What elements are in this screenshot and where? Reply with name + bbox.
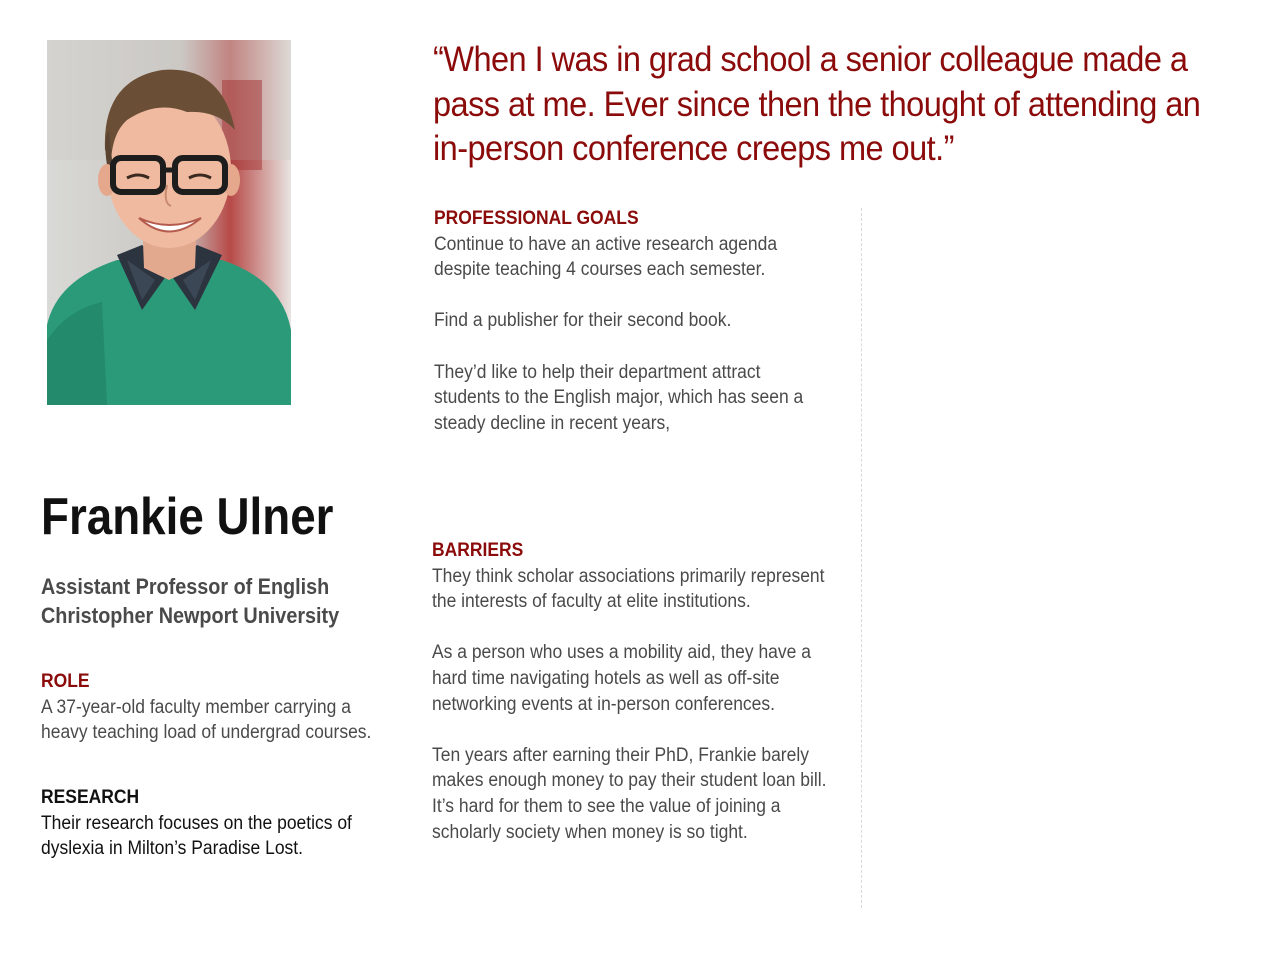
research-heading: RESEARCH xyxy=(41,787,140,808)
role-text: A 37-year-old faculty member carrying a heavy teaching load of undergrad courses. xyxy=(41,696,372,744)
persona-job-title: Assistant Professor of English xyxy=(41,574,330,599)
goal-item: Continue to have an active research agenda despite teaching 4 courses each semester. xyxy=(434,233,778,281)
professional-goals-section xyxy=(434,206,820,436)
barriers-section xyxy=(432,538,837,845)
goal-item: Find a publisher for their second book. xyxy=(434,310,732,332)
persona-title-block xyxy=(41,572,339,630)
barrier-item: They think scholar associations primarily represent the interests of faculty at elite institutions. xyxy=(432,565,825,613)
portrait-illustration xyxy=(47,40,291,405)
barrier-item: Ten years after earning their PhD, Frankie barely makes enough money to pay their student loan bill. It’s hard for them to see the value of joining a scholarly society when money is so tight. xyxy=(432,744,827,843)
role-heading: ROLE xyxy=(41,671,90,692)
role-section xyxy=(41,669,391,746)
barrier-item: As a person who uses a mobility aid, they have a hard time navigating hotels as well as off-site networking events at in-person conferences. xyxy=(432,642,811,715)
research-section xyxy=(41,785,391,862)
persona-institution: Christopher Newport University xyxy=(41,603,340,628)
professional-goals-heading: PROFESSIONAL GOALS xyxy=(434,208,639,229)
persona-quote: “When I was in grad school a senior colleague made a pass at me. Ever since then the thought of attending an in-person conference creeps me out.” xyxy=(433,40,1201,168)
research-text: Their research focuses on the poetics of dyslexia in Milton’s Paradise Lost. xyxy=(41,812,352,860)
column-divider xyxy=(861,208,862,908)
barriers-heading: BARRIERS xyxy=(432,540,524,561)
persona-photo xyxy=(47,40,291,405)
goal-item: They’d like to help their department attract students to the English major, which has seen a steady decline in recent years, xyxy=(434,361,804,434)
persona-name: Frankie Ulner xyxy=(41,488,334,546)
